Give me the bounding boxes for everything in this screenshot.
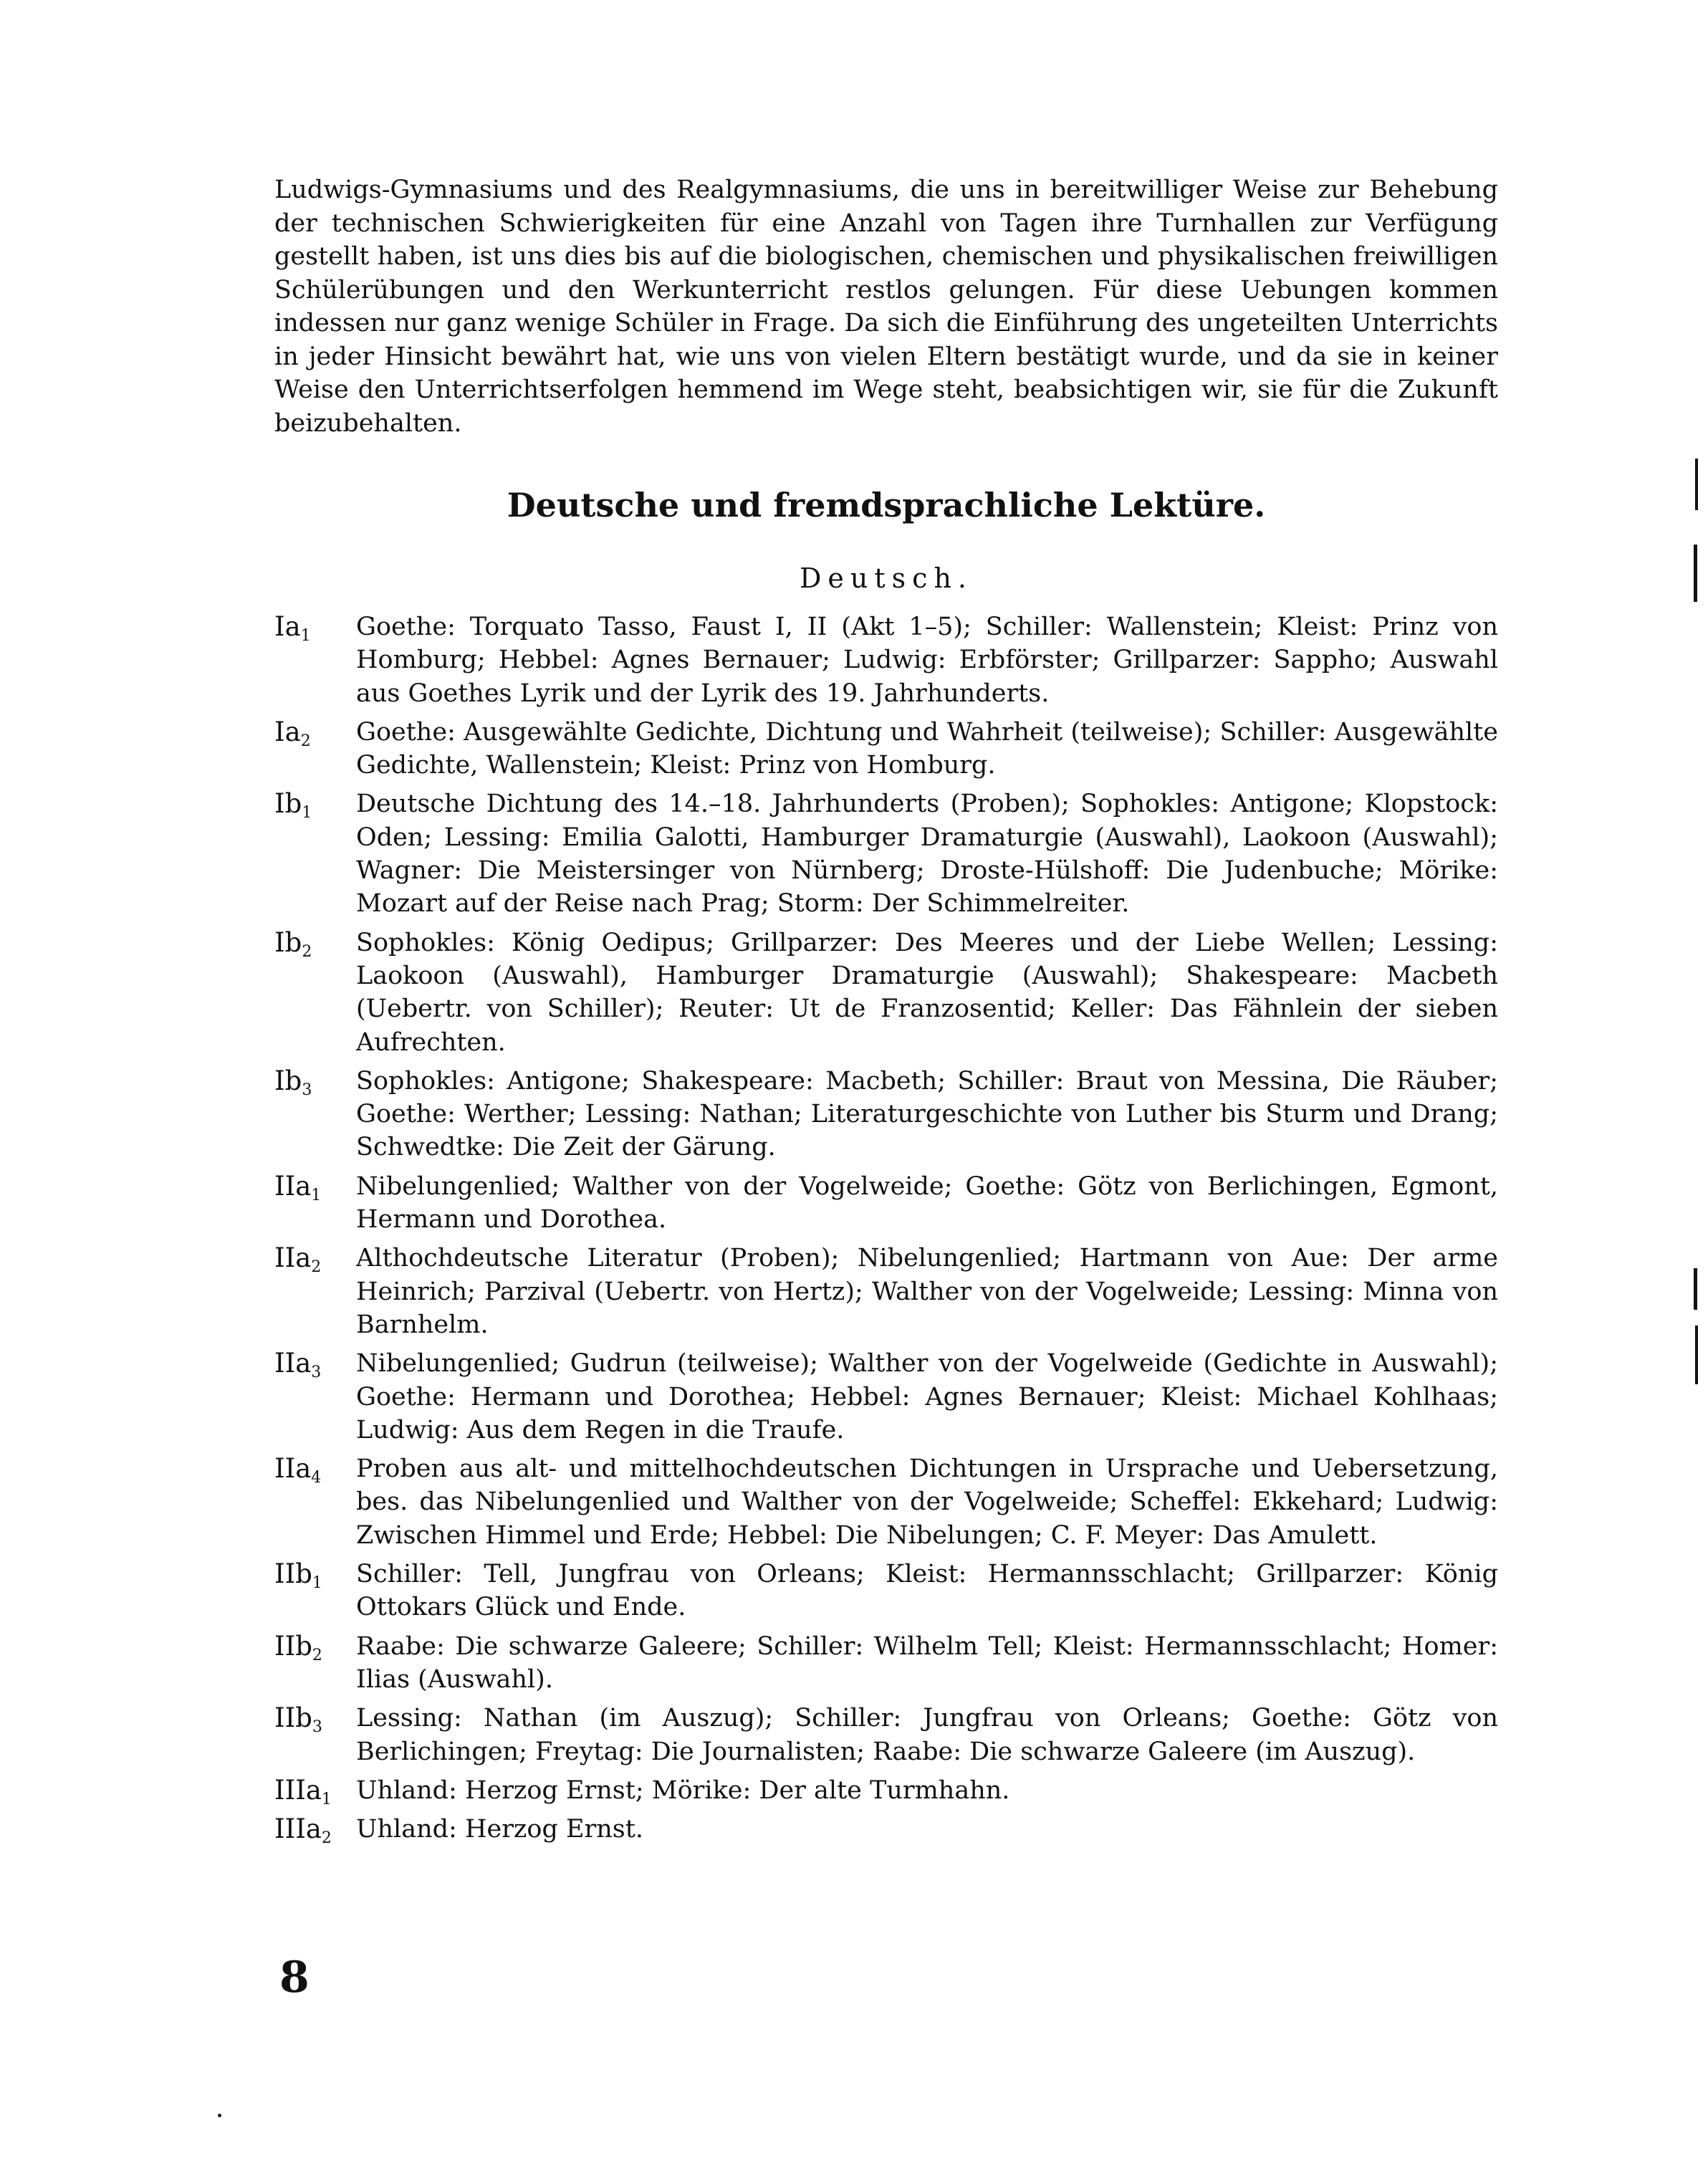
entry-text: Proben aus alt- und mittelhochdeutschen Dichtungen in Ursprache und Uebersetzung, bes. das Nibelungenlied und Walther von der Vogelweide; Scheffel: Ekkehard; Ludwig: Zwischen Himmel und Erde; Hebbel: Die Nibelungen; C. F. Meyer: Das Amulett.	[356, 1454, 1498, 1550]
subsection-title: Deutsch.	[799, 562, 974, 594]
class-label: IIIa$_2$	[274, 1813, 332, 1848]
entry-text: Althochdeutsche Literatur (Proben); Nibelungenlied; Hartmann von Aue: Der arme Heinrich; Parzival (Uebertr. von Hertz); Walther von der Vogelweide; Lessing: Minna von Barnhelm.	[356, 1244, 1498, 1339]
entry-text: Nibelungenlied; Gudrun (teilweise); Walther von der Vogelweide (Gedichte in Auswahl); Goethe: Hermann und Dorothea; Hebbel: Agnes Bernauer; Kleist: Michael Kohlhaas; Ludwig: Aus dem Regen in die Traufe.	[356, 1349, 1498, 1444]
scan-mark-middle	[1694, 1268, 1697, 1310]
class-label: IIb$_1$	[274, 1558, 322, 1593]
list-item	[274, 1702, 1498, 1768]
entry-text: Raabe: Die schwarze Galeere; Schiller: Wilhelm Tell; Kleist: Hermannsschlacht; Homer: Ilias (Auswahl).	[356, 1631, 1498, 1694]
class-label: IIa$_3$	[274, 1348, 322, 1382]
scan-speck	[218, 2114, 221, 2117]
list-item	[274, 787, 1498, 920]
page-number: 8	[279, 1952, 310, 2003]
list-item	[274, 1347, 1498, 1447]
entry-text: Lessing: Nathan (im Auszug); Schiller: Jungfrau von Orleans; Goethe: Götz von Berlichingen; Freytag: Die Journalisten; Raabe: Die schwarze Galeere (im Auszug).	[356, 1704, 1498, 1766]
reading-list	[274, 610, 1498, 1851]
list-item	[274, 1558, 1498, 1624]
entry-text: Sophokles: Antigone; Shakespeare: Macbeth; Schiller: Braut von Messina, Die Räuber; Goethe: Werther; Lessing: Nathan; Literaturgeschichte von Luther bis Sturm und Drang; Schwedtke: Die Zeit der Gärung.	[356, 1066, 1498, 1162]
list-item	[274, 716, 1498, 782]
list-item	[274, 1813, 1498, 1846]
entry-text: Schiller: Tell, Jungfrau von Orleans; Kleist: Hermannsschlacht; Grillparzer: König Ottokars Glück und Ende.	[356, 1560, 1498, 1622]
class-label: $Ia_2$	[274, 716, 311, 750]
entry-text: Nibelungenlied; Walther von der Vogelweide; Goethe: Götz von Berlichingen, Egmont, Hermann und Dorothea.	[356, 1171, 1498, 1235]
list-item	[274, 1452, 1498, 1552]
list-item	[274, 926, 1498, 1059]
scan-mark-top	[1695, 459, 1698, 510]
class-label: IIa$_2$	[274, 1242, 322, 1277]
class-label: IIIa$_1$	[274, 1774, 332, 1808]
entry-text: Uhland: Herzog Ernst; Mörike: Der alte Turmhahn.	[356, 1775, 1010, 1805]
class-label: $Ib_3$	[274, 1065, 312, 1099]
scan-mark-lower	[1695, 1326, 1698, 1384]
class-label: $Ib_2$	[274, 926, 312, 961]
entry-text: Sophokles: König Oedipus; Grillparzer: Des Meeres und der Liebe Wellen; Lessing: Laokoon (Auswahl), Hamburger Dramaturgie (Auswahl); Shakespeare: Macbeth (Uebertr. von Schiller); Reuter: Ut de Franzosentid; Keller: Das Fähnlein der sieben Aufrechten.	[356, 928, 1498, 1057]
list-item	[274, 1065, 1498, 1164]
list-item	[274, 1242, 1498, 1341]
class-label: IIb$_2$	[274, 1630, 322, 1664]
class-label: IIb$_3$	[274, 1702, 322, 1737]
list-item	[274, 1630, 1498, 1697]
entry-text: Goethe: Ausgewählte Gedichte, Dichtung und Wahrheit (teilweise); Schiller: Ausgewählte Gedichte, Wallenstein; Kleist: Prinz von Homburg.	[356, 717, 1498, 780]
entry-text: Deutsche Dichtung des 14.–18. Jahrhunderts (Proben); Sophokles: Antigone; Klopstock: Oden; Lessing: Emilia Galotti, Hamburger Dramaturgie (Auswahl), Laokoon (Auswahl); Wagner: Die Meistersinger von Nürnberg; Droste-Hülshoff: Die Judenbuche; Mörike: Mozart auf der Reise nach Prag; Storm: Der Schimmelreiter.	[356, 790, 1498, 919]
scan-mark-upper	[1694, 545, 1697, 602]
class-label: IIa$_1$	[274, 1170, 322, 1204]
intro-paragraph: Ludwigs-Gymnasiums und des Realgymnasiums, die uns in bereitwilliger Weise zur Behebung der technischen Schwierigkeiten für eine Anzahl von Tagen ihre Turnhallen zur Verfügung gestellt haben, ist uns dies bis auf die biologischen, chemischen und physikalischen freiwilligen Schülerübungen und den Werkunterricht restlos gelungen. Für diese Uebungen kommen indessen nur ganz wenige Schüler in Frage. Da sich die Einführung des ungeteilten Unterrichts in jeder Hinsicht bewährt hat, wie uns von vielen Eltern bestätigt wurde, und da sie in keiner Weise den Unterrichtserfolgen hemmend im Wege steht, beabsichtigen wir, sie für die Zukunft beizubehalten.	[274, 176, 1498, 438]
list-item	[274, 1170, 1498, 1237]
entry-text: Goethe: Torquato Tasso, Faust I, II (Akt 1–5); Schiller: Wallenstein; Kleist: Prinz von Homburg; Hebbel: Agnes Bernauer; Ludwig: Erbförster; Grillparzer: Sappho; Auswahl aus Goethes Lyrik und der Lyrik des 19. Jahrhunderts.	[356, 613, 1498, 708]
section-title: Deutsche und fremdsprachliche Lektüre.	[507, 486, 1266, 524]
entry-text: Uhland: Herzog Ernst.	[356, 1815, 643, 1844]
class-label: $Ib_1$	[274, 788, 312, 823]
class-label: $Ia_1$	[274, 611, 311, 645]
list-item	[274, 1774, 1498, 1807]
list-item	[274, 610, 1498, 710]
class-label: IIa$_4$	[274, 1453, 322, 1487]
